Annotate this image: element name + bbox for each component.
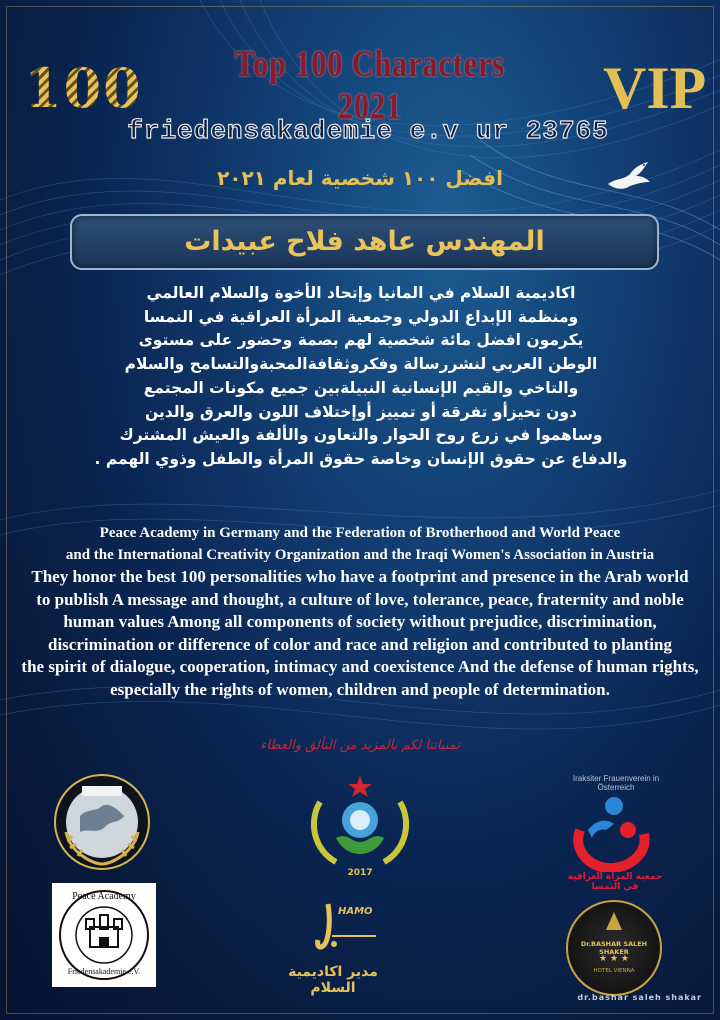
signature-bar: dr.bashar saleh shakar — [577, 993, 702, 1002]
english-line: and the International Creativity Organization and the Iraqi Women's Association in Austria — [65, 547, 655, 563]
arabic-line: وساهموا في زرع روح الحوار والتعاون والألفة والعيش المشترك — [119, 426, 603, 445]
sponsor-seal — [566, 900, 662, 996]
english-body — [8, 522, 712, 702]
signature-text: HAMO — [338, 906, 373, 917]
arabic-line: ومنظمة الإبداع الدولي وجمعية المرأة العراقية في النمسا — [143, 307, 579, 326]
english-line: Peace Academy in Germany and the Federation of Brotherhood and World Peace — [99, 525, 621, 541]
arabic-line: والتاخي والقيم الإنسانية النبيلةبين جميع مكونات المجتمع — [143, 378, 579, 397]
women-association-logo — [566, 790, 662, 872]
sponsor-sub: HOTEL VIENNA — [593, 968, 635, 974]
peace-academy-top-text: Peace Academy — [72, 891, 136, 902]
arabic-line: اكاديمية السلام في المانيا وإتحاد الأخوة والسلام العالمي — [146, 284, 576, 302]
english-line: especially the rights of women, children and people of determination. — [110, 679, 610, 699]
dove-icon — [604, 158, 652, 196]
women-association-ar: جمعية المرأة العراقية في النمسا — [567, 872, 663, 892]
women-association-en: Iraksiter Frauenverein in Österreich — [572, 774, 660, 792]
badge-vip: VIP — [603, 55, 707, 121]
sponsor-name: Dr.BASHAR SALEH SHAKER — [580, 940, 648, 956]
peace-academy-stamp — [52, 883, 156, 987]
arabic-body — [14, 282, 708, 472]
globe-seal-logo — [52, 772, 152, 872]
english-line: They honor the best 100 personalities who have a footprint and presence in the Arab world — [31, 567, 689, 586]
honoree-name: المهندس عاهد فلاح عبيدات — [70, 214, 659, 270]
top-title: Top 100 Characters 2021 — [234, 43, 506, 128]
arabic-subtitle: افضل ١٠٠ شخصية لعام ٢٠٢١ — [217, 166, 503, 190]
director-label: مدير اكاديمية السلام — [288, 964, 378, 996]
stars-icon: ★ ★ ★ — [599, 954, 629, 964]
arabic-line: الوطن العربي لنشررسالة وفكروثقافةالمحبةوالتسامح والسلام — [124, 355, 598, 374]
peace-academy-bottom-text: Friedensakademie e.V. — [67, 967, 141, 976]
emblem-year: 2017 — [347, 868, 373, 878]
english-line: human values Among all components of society without prejudice, discrimination, — [63, 612, 657, 632]
organization-emblem — [300, 772, 420, 882]
crest-icon — [602, 910, 626, 934]
director-signature — [312, 896, 382, 956]
badge-100: 100 — [24, 56, 143, 120]
arabic-line: دون تحيزأو تفرقة أو تمييز أوإختلاف اللون والعرق والدين — [145, 402, 577, 421]
english-line: discrimination or difference of color and race and religion and contributed to planting — [48, 634, 672, 654]
signature-icon — [312, 896, 382, 956]
arabic-line: والدفاع عن حقوق الإنسان وخاصة حقوق المرأة والطفل وذوي الهمم . — [94, 449, 628, 468]
english-line: to publish A message and thought, a culture of love, tolerance, peace, fraternity and noble — [36, 589, 684, 609]
thanks-line: تمنياتنا لكم بالمزيد من التألق والعطاء — [260, 738, 460, 753]
arabic-line: يكرمون افضل مائة شخصية لهم بصمة وحضور على مستوى — [138, 331, 584, 350]
academy-line: friedensakademie e.v ur 23765 — [127, 116, 609, 146]
english-line: the spirit of dialogue, cooperation, intimacy and coexistence And the defense of human rights, — [21, 657, 699, 677]
